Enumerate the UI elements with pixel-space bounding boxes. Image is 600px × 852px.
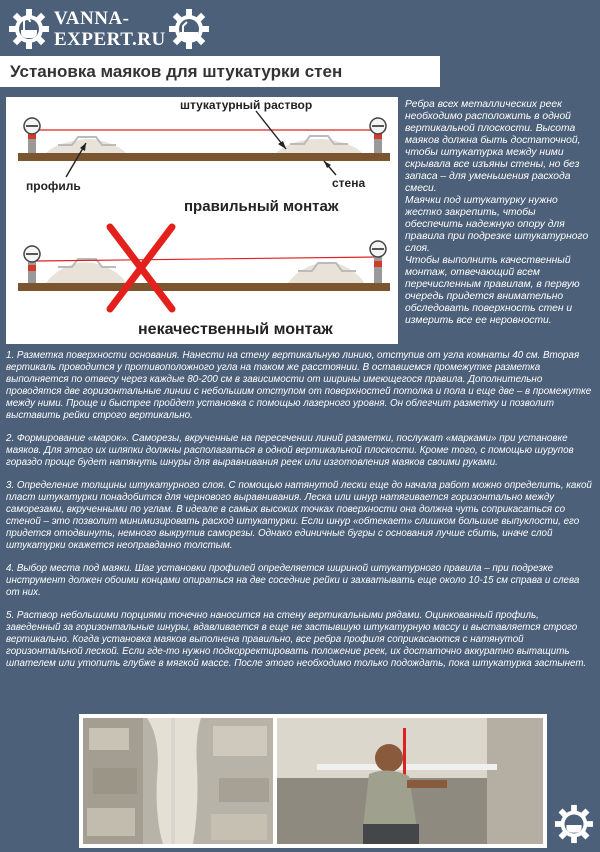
label-incorrect: некачественный монтаж bbox=[138, 321, 333, 338]
screw-left-correct bbox=[24, 118, 40, 153]
logo-text bbox=[54, 8, 166, 50]
label-profile: профиль bbox=[26, 179, 81, 193]
gear-icon bbox=[554, 804, 594, 844]
side-paragraph: Чтобы выполнить качественный монтаж, отвечающий всем перечисленным правилам, в первую очередь придется внимательно обследовать поверхность стен и измерить все ее неровности. bbox=[405, 255, 580, 326]
step-3: 3. Определение толщины штукатурного слоя. С помощью натянутой лески еще до начала работ можно определить, какой пласт штукатурки понадобится для чернового выравнивания. Леска или шнур натягивается горизонтально между саморезами, вкрученными по углам. В идеале в самых высоких точках поверхности она должна чуть соприкасаться со стеной – это позволит минимизировать расход штукатурки. Если шнур «обтекает» слишком большие выпуклости, его придется отодвинуть, немного выкрутив саморезы. Однако единичные бугры с основания лучше сбить, иначе слой штукатурки окажется неоправданно толстым. bbox=[6, 480, 592, 551]
wall-board-incorrect bbox=[18, 283, 390, 291]
page-title: Установка маяков для штукатурки стен bbox=[10, 62, 343, 81]
side-paragraph: Ребра всех металлических реек необходимо расположить в одной вертикальной плоскости. Высота маяков должна быть достаточной, чтобы штукатурка между ними скрывала все изъяны стены, но без запаса – для уменьшения расхода смеси. bbox=[405, 99, 581, 194]
screw-left-incorrect bbox=[24, 246, 40, 283]
label-mortar: штукатурный раствор bbox=[180, 98, 313, 112]
step-1: 1. Разметка поверхности основания. Нанести на стену вертикальную линию, отступив от угла комнаты 40 см. Вторая вертикаль проводится у противоположного угла на таком же расстоянии. В оставшемся промежутке разметка выполняется по отвесу через каждые 80-200 см в зависимости от ширины имеющегося правила. Дополнительно проводятся две горизонтальные линии с небольшим отступом от поверхностей потолка и пола и еще две – в промежутке между ними. Проще и быстрее пройдет установка с помощью лазерного уровня. Он облегчит разметку и позволит выставить рейки строго вертикально. bbox=[6, 350, 592, 421]
red-cross-icon bbox=[110, 227, 172, 309]
steps-list bbox=[6, 350, 594, 681]
photo-strip bbox=[79, 714, 547, 848]
title-bar bbox=[0, 56, 440, 87]
step-4: 4. Выбор места под маяки. Шаг установки профилей определяется шириной штукатурного правила – при подрезке инструмент должен обоими концами опираться на две соседние рейки и захватывать еще около 10-15 см справа и слева от них. bbox=[6, 563, 580, 598]
side-paragraph: Маячки под штукатурку нужно жестко закрепить, чтобы обеспечить надежную опору для правила при подрезке штукатурного слоя. bbox=[405, 195, 589, 254]
gear-logo-icon bbox=[8, 8, 50, 50]
screw-right-correct bbox=[370, 118, 386, 153]
photo-wall-beacon bbox=[83, 718, 273, 844]
gear-logo-icon-right bbox=[168, 8, 210, 50]
logo-line-1: VANNA- bbox=[54, 8, 130, 29]
step-2: 2. Формирование «марок». Саморезы, вкрученные на пересечении линий разметки, послужат «марками» при установке маяков. Для этого их шляпки должны располагаться в одной вертикальной плоскости. Кроме того, с помощью шурупов гораздо проще будет натянуть шнуры для выравнивания реек или изготовления маяков своими руками. bbox=[6, 433, 574, 468]
mortar-blob-right bbox=[276, 139, 362, 153]
installation-diagram bbox=[6, 97, 398, 344]
site-logo[interactable] bbox=[8, 6, 218, 52]
diagram-drawing bbox=[6, 97, 398, 344]
step-5: 5. Раствор небольшими порциями точечно наносится на стену вертикальными рядами. Оцинкованный профиль, заведенный за горизонтальные шнуры, вдавливается в еще не застывшую штукатурную массу и выставляется строго вертикально. Когда установка маяков выполнена правильно, все ребра профиля соприкасаются с натянутой горизонтальной леской. Если где-то нужно подкорректировать положение реек, их достаточно аккуратно вытащить шпателем или утопить глубже в мягкой массе. После этого необходимо только подождать, пока штукатурка застынет. bbox=[6, 610, 587, 669]
logo-line-2: EXPERT.RU bbox=[54, 29, 166, 50]
photo-worker bbox=[277, 718, 543, 844]
wall-board-correct bbox=[18, 153, 390, 161]
mortar-blob-left-bad bbox=[46, 263, 126, 284]
side-description bbox=[405, 99, 595, 327]
mortar-blob-right-bad bbox=[288, 263, 364, 283]
screw-right-incorrect bbox=[370, 241, 386, 283]
label-correct: правильный монтаж bbox=[184, 198, 339, 215]
label-wall: стена bbox=[332, 176, 366, 190]
